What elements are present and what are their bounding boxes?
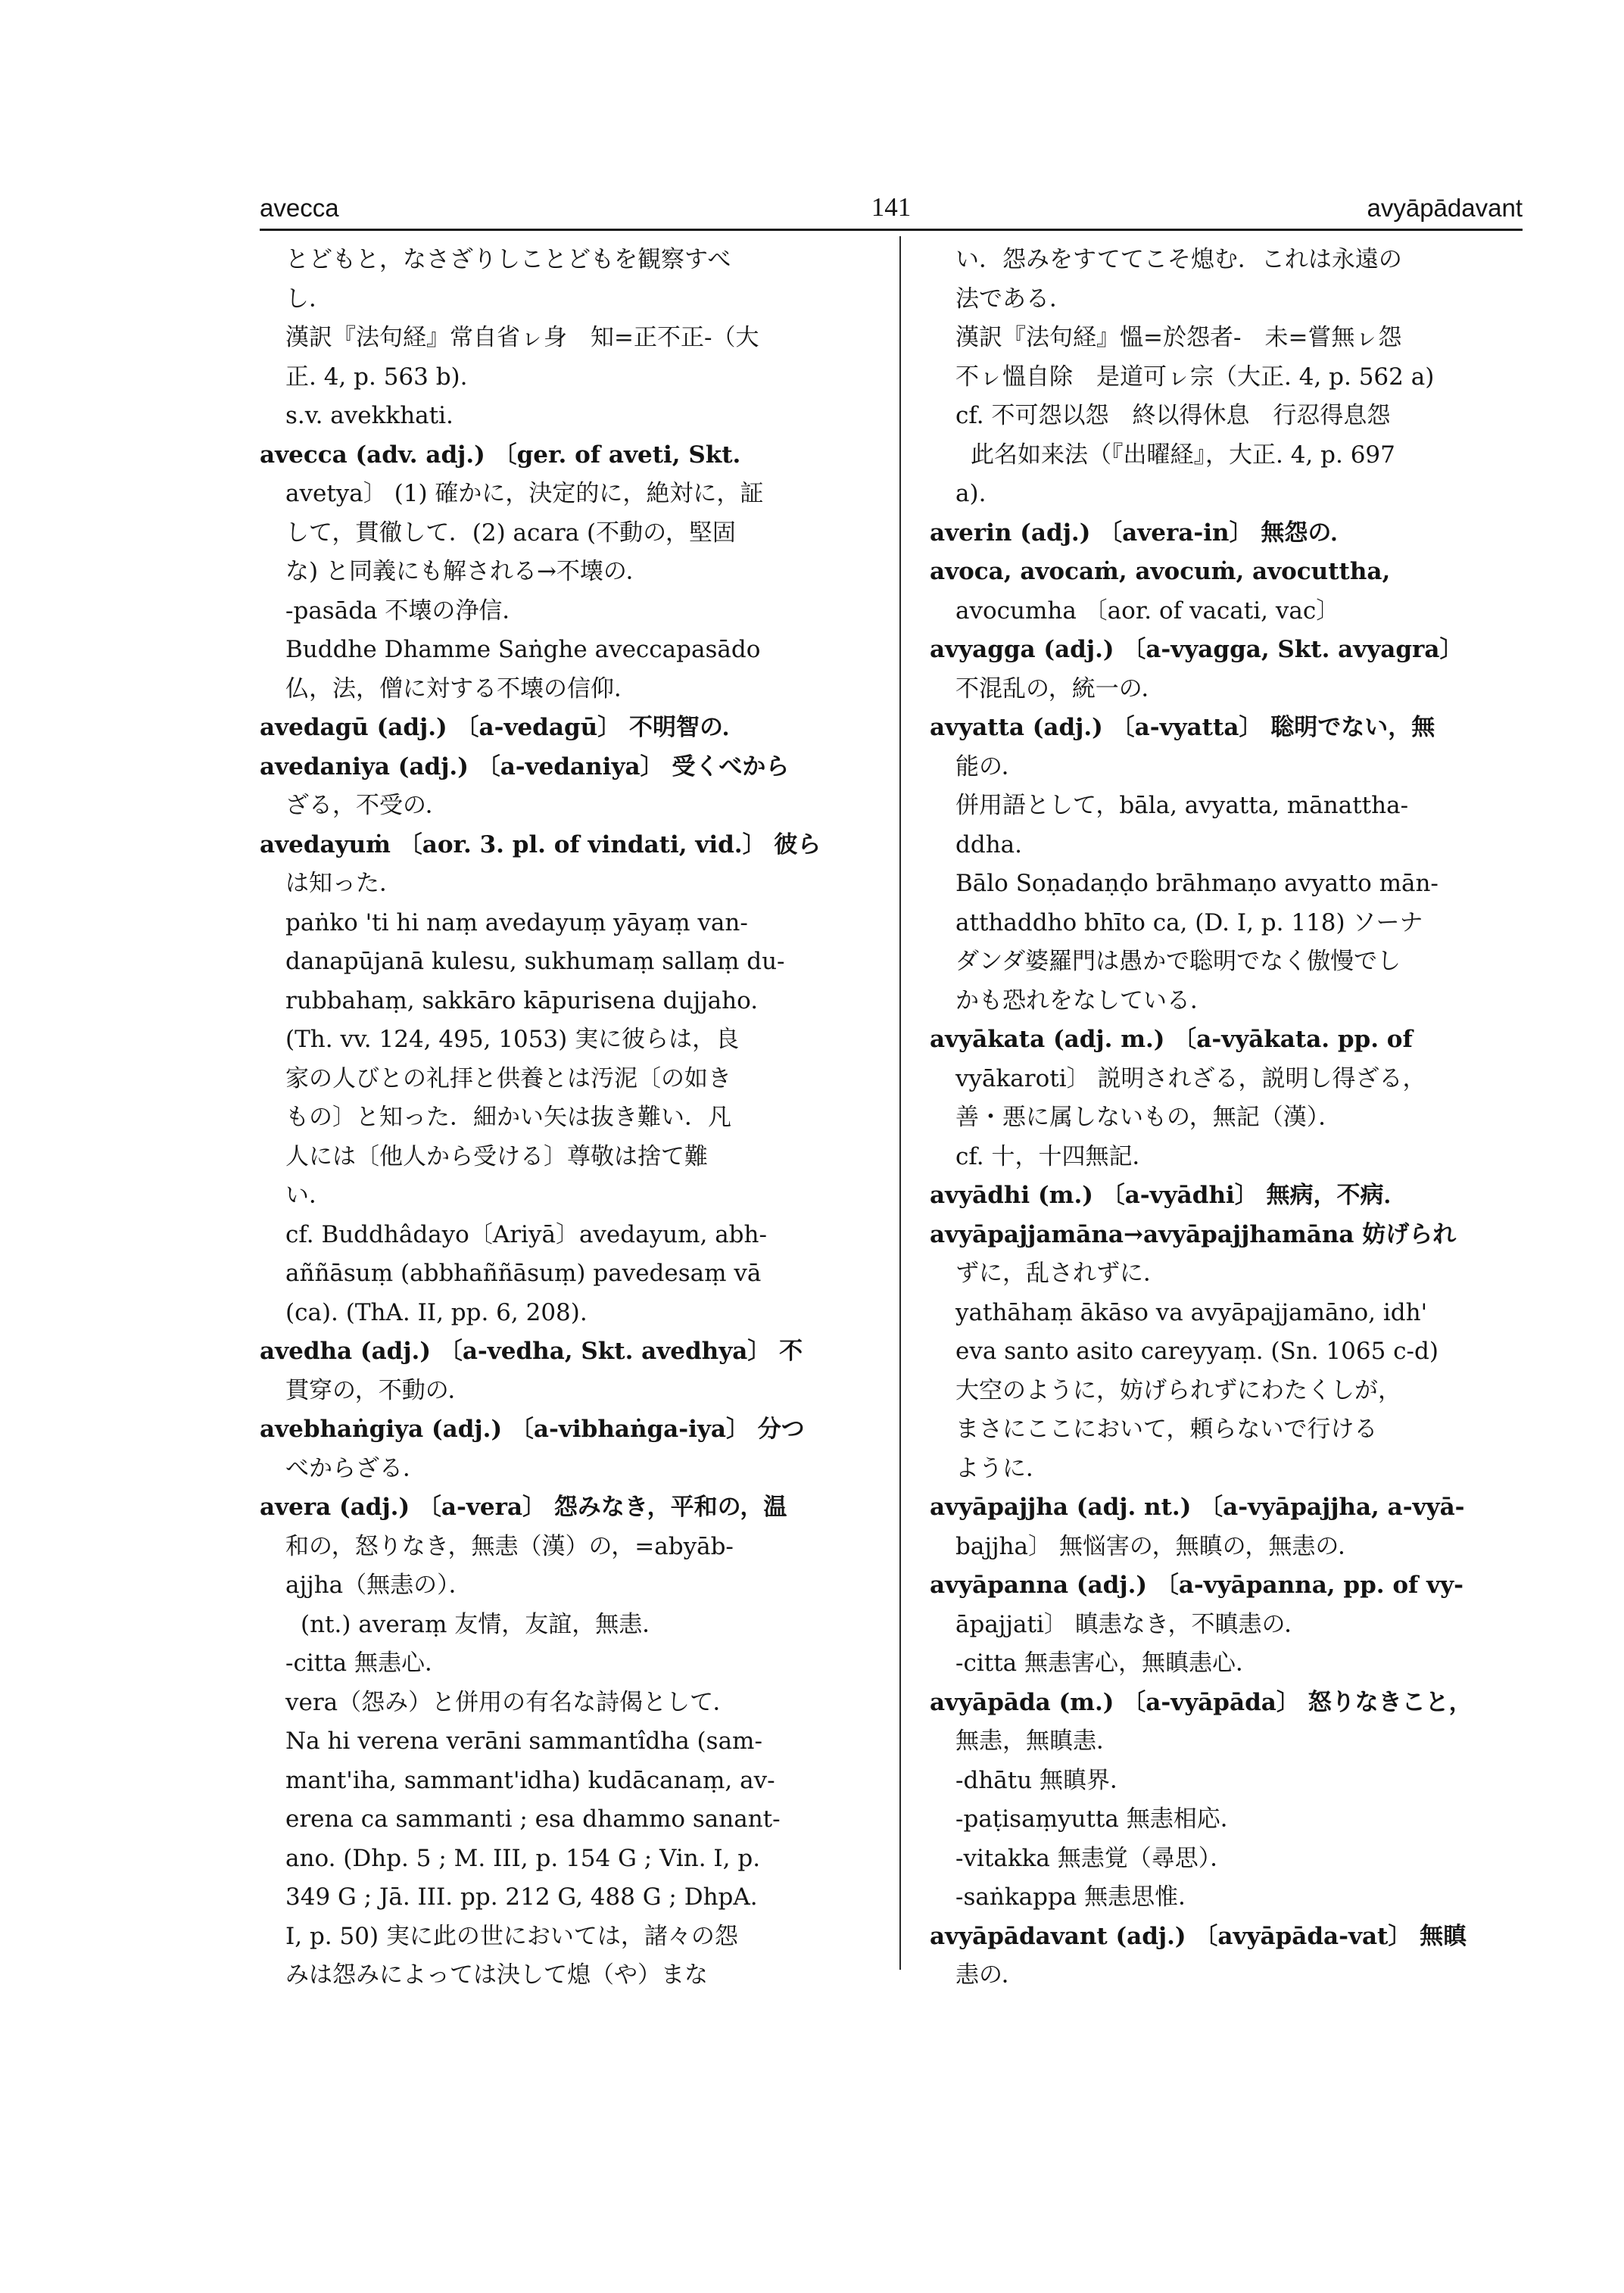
entry-text-line: な) と同義にも解される→不壊の． [285,558,650,585]
entry-headword-line: avedagū (adj.) 〔a-vedagū〕 不明智の． [260,714,746,741]
entry-headword-line: avyākata (adj. m.) 〔a-vyākata. pp. of [930,1026,1413,1053]
entry-text-line: āpajjati〕 瞋恚なき，不瞋恚の． [955,1610,1308,1638]
entry-text-line: a). [955,480,987,507]
entry-text-line: rubbahaṃ, sakkāro kāpurisena dujjaho. [285,986,759,1014]
page-number: 141 [871,192,912,222]
entry-text-line: ように． [955,1454,1049,1482]
entry-headword-line: avedayuṁ 〔aor. 3. pl. of vindati, vid.〕 彼ら [260,830,821,858]
entry-text-line: 大空のように，妨げられずにわたくしが， [955,1376,1401,1404]
entry-text-line: 349 G ; Jā. III. pp. 212 G, 488 G ; DhpA. [285,1883,758,1911]
entry-text-line: 法である． [955,285,1073,313]
entry-headword-line: avyāpāda (m.) 〔a-vyāpāda〕 怒りなきこと， [930,1688,1473,1716]
entry-text-line: vera（怨み）と併用の有名な詩偈として． [285,1688,737,1716]
header-first-headword: avecca [260,194,339,222]
entry-text-line: avocumha 〔aor. of vacati, vac〕 [955,597,1340,625]
entry-headword-line: avebhaṅgiya (adj.) 〔a-vibhaṅga-iya〕 分つ [260,1416,805,1443]
entry-text-line: Bālo Soṇadaṇḍo brāhmaṇo avyatto mān- [955,870,1439,897]
entry-headword-line: avecca (adv. adj.) 〔ger. of aveti, Skt. [260,441,741,469]
entry-text-line: みは怨みによっては決して熄（や）まな [285,1961,708,1989]
entry-text-line: -vitakka 無恚覚（尋思）． [955,1844,1234,1872]
entry-headword-line: avyāpajjha (adj. nt.) 〔a-vyāpajjha, a-vyā- [930,1494,1465,1521]
entry-text-line: 恚の． [955,1961,1025,1989]
entry-text-line: 不ㇾ慍自除 是道可ㇾ宗（大正. 4, p. 562 a) [955,363,1435,391]
entry-headword-line: avyāpajjamāna→avyāpajjhamāna 妨げられ [930,1220,1457,1248]
entry-text-line: paṅko 'ti hi naṃ avedayuṃ yāyaṃ van- [285,908,748,936]
entry-headword-line: avyatta (adj.) 〔a-vyatta〕 聡明でない，無 [930,714,1435,741]
entry-headword-line: avyāpanna (adj.) 〔a-vyāpanna, pp. of vy- [930,1572,1464,1599]
entry-text-line: 無恚，無瞋恚． [955,1728,1120,1755]
entry-text-line: ajjha（無恚の）． [285,1572,472,1599]
entry-text-line: 貫穿の，不動の． [285,1376,472,1404]
entry-headword-line: avyāpādavant (adj.) 〔avyāpāda-vat〕 無瞋 [930,1922,1467,1950]
entry-text-line: Na hi verena verāni sammantîdha (sam- [285,1728,762,1755]
entry-text-line: い．怨みをすててこそ熄む．これは永遠の [955,246,1402,273]
entry-text-line: 仏，法，僧に対する不壊の信仰． [285,675,637,703]
entry-text-line: -paṭisaṃyutta 無恚相応． [955,1805,1244,1833]
entry-text-line: 能の． [955,752,1025,780]
entry-text-line: aññāsuṃ (abbhaññāsuṃ) pavedesaṃ vā [285,1260,762,1287]
entry-text-line: 和の，怒りなき，無恚（漢）の，=abyāb- [285,1532,734,1560]
entry-headword-line: avyagga (adj.) 〔a-vyagga, Skt. avyagra〕 [930,636,1463,663]
entry-text-line: -dhātu 無瞋界． [955,1766,1134,1794]
entry-text-line: 家の人びとの礼拝と供養とは汚泥〔の如き [285,1064,731,1092]
entry-headword-line: averin (adj.) 〔avera-in〕 無怨の． [930,519,1354,547]
column-divider [899,236,901,1970]
entry-text-line: cf. 不可怨以怨 終以得休息 行忍得息怨 [955,402,1391,429]
entry-text-line: cf. Buddhâdayo〔Ariyā〕avedayum, abh- [285,1220,767,1248]
entry-text-line: -pasāda 不壊の浄信． [285,597,526,625]
entry-text-line: ddha. [955,830,1022,858]
entry-text-line: い． [285,1182,332,1209]
entry-text-line: -citta 無恚害心，無瞋恚心． [955,1650,1260,1677]
entry-text-line: (Th. vv. 124, 495, 1053) 実に彼らは，良 [285,1026,740,1053]
entry-text-line: ざる，不受の． [285,792,449,819]
entry-text-line: して，貫徹して．(2) acara (不動の，堅固 [285,519,736,547]
entry-text-line: Buddhe Dhamme Saṅghe aveccapasādo [285,636,761,663]
entry-text-line: s.v. avekkhati. [285,402,454,429]
entry-text-line: cf. 十，十四無記． [955,1142,1156,1170]
entry-text-line: 不混乱の，統一の． [955,675,1165,703]
entry-text-line: ano. (Dhp. 5 ; M. III, p. 154 G ; Vin. I, p. [285,1844,761,1872]
left-column [260,241,869,1995]
page-header [260,180,1523,231]
entry-text-line: eva santo asito careyyaṃ. (Sn. 1065 c-d) [955,1338,1439,1365]
entry-text-line: vyākaroti〕 説明されざる，説明し得ざる， [955,1064,1426,1092]
entry-text-line: bajjha〕 無悩害の，無瞋の，無恚の． [955,1532,1362,1560]
entry-text-line: べからざる． [285,1454,426,1482]
entry-text-line: erena ca sammanti ; esa dhammo sanant- [285,1805,781,1833]
entry-text-line: もの〕と知った．細かい矢は抜き難い．凡 [285,1104,731,1131]
entry-text-line: -citta 無恚心． [285,1650,449,1677]
entry-text-line: まさにここにおいて，頼らないで行ける [955,1416,1378,1443]
entry-text-line: mant'iha, sammant'idha) kudācanaṃ, av- [285,1766,775,1794]
entry-text-line: I, p. 50) 実に此の世においては，諸々の怨 [285,1922,738,1950]
entry-text-line: は知った． [285,870,403,897]
entry-headword-line: avedaniya (adj.) 〔a-vedaniya〕 受くべから [260,752,790,780]
entry-headword-line: avera (adj.) 〔a-vera〕 怨みなき，平和の，温 [260,1494,787,1521]
entry-text-line: 正. 4, p. 563 b). [285,363,468,391]
entry-text-line: 併用語として，bāla, avyatta, mānattha- [955,792,1409,819]
entry-headword-line: avyādhi (m.) 〔a-vyādhi〕 無病，不病． [930,1182,1407,1209]
entry-text-line: (nt.) averaṃ 友情，友誼，無恚． [301,1610,666,1638]
entry-text-line: (ca). (ThA. II, pp. 6, 208). [285,1298,588,1326]
entry-text-line: し． [285,285,332,313]
entry-text-line: 漢訳『法句経』慍=於怨者- 未=嘗無ㇾ怨 [955,324,1402,351]
entry-text-line: ダンダ婆羅門は愚かで聡明でなく傲慢でし [955,948,1401,975]
right-column [930,241,1523,1995]
entry-text-line: 此名如来法（『出曜経』，大正. 4, p. 697 [971,441,1395,469]
entry-text-line: avetya〕 (1) 確かに，決定的に，絶対に，証 [285,480,764,507]
entry-text-line: 漢訳『法句経』常自省ㇾ身 知=正不正-（大 [285,324,759,351]
header-last-headword: avyāpādavant [1367,194,1523,222]
entry-text-line: とどもと，なさざりしことどもを観察すべ [285,246,731,273]
entry-text-line: atthaddho bhīto ca, (D. I, p. 118) ソーナ [955,908,1423,936]
entry-text-line: ずに，乱されずに． [955,1260,1167,1287]
entry-text-line: 人には〔他人から受ける〕尊敬は捨て難 [285,1142,708,1170]
entry-text-line: 善・悪に属しないもの，無記（漢）． [955,1104,1342,1131]
entry-text-line: yathāhaṃ ākāso va avyāpajjamāno, idh' [955,1298,1428,1326]
entry-text-line: かも恐れをなしている． [955,986,1214,1014]
entry-text-line: -saṅkappa 無恚思惟． [955,1883,1202,1911]
entry-text-line: danapūjanā kulesu, sukhumaṃ sallaṃ du- [285,948,785,975]
entry-headword-line: avoca, avocaṁ, avocuṁ, avocuttha, [930,558,1391,585]
entry-headword-line: avedha (adj.) 〔a-vedha, Skt. avedhya〕 不 [260,1338,803,1365]
